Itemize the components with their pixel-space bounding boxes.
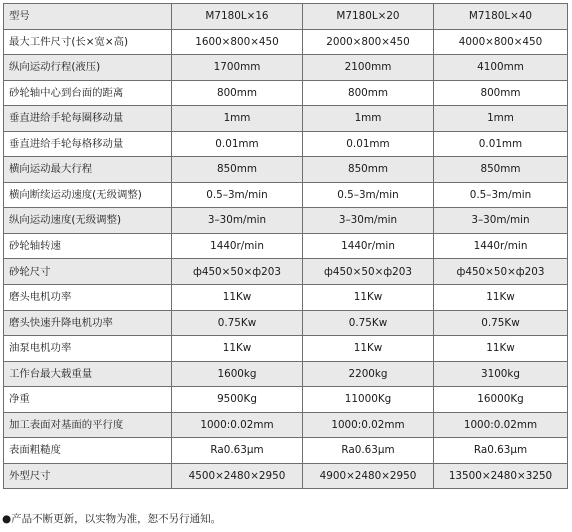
- spec-value: 1440r/min: [434, 233, 568, 259]
- spec-value: 1mm: [434, 106, 568, 132]
- spec-value: 13500×2480×3250: [434, 463, 568, 489]
- spec-label: 横向断续运动速度(无级调整): [4, 182, 172, 208]
- spec-label: 净重: [4, 387, 172, 413]
- table-row: [4, 285, 568, 311]
- table-row: [4, 336, 568, 362]
- table-row: [4, 106, 568, 132]
- spec-value: 11Kw: [303, 336, 434, 362]
- spec-value: 850mm: [172, 157, 303, 183]
- spec-value: 0.01mm: [303, 131, 434, 157]
- table-header-row: [4, 4, 568, 30]
- spec-value: 850mm: [434, 157, 568, 183]
- spec-value: 4100mm: [434, 55, 568, 81]
- spec-value: 2000×800×450: [303, 29, 434, 55]
- spec-value: 0.75Kw: [303, 310, 434, 336]
- table-row: [4, 182, 568, 208]
- spec-label: 垂直进给手轮每格移动量: [4, 131, 172, 157]
- spec-label: 磨头电机功率: [4, 285, 172, 311]
- table-row: [4, 463, 568, 489]
- table-row: [4, 310, 568, 336]
- table-row: [4, 208, 568, 234]
- table-row: [4, 412, 568, 438]
- spec-label: 纵向运动行程(液压): [4, 55, 172, 81]
- spec-value: 11Kw: [303, 285, 434, 311]
- spec-label: 油泵电机功率: [4, 336, 172, 362]
- spec-label: 表面粗糙度: [4, 438, 172, 464]
- spec-label: 横向运动最大行程: [4, 157, 172, 183]
- spec-value: 0.5–3m/min: [303, 182, 434, 208]
- spec-value: 1440r/min: [303, 233, 434, 259]
- table-row: [4, 233, 568, 259]
- spec-value: 1600kg: [172, 361, 303, 387]
- spec-value: 4500×2480×2950: [172, 463, 303, 489]
- spec-label: 砂轮轴中心到台面的距离: [4, 80, 172, 106]
- spec-value: 16000Kg: [434, 387, 568, 413]
- spec-value: ф450×50×ф203: [172, 259, 303, 285]
- spec-value: 0.75Kw: [172, 310, 303, 336]
- spec-table: [3, 3, 568, 489]
- table-row: [4, 29, 568, 55]
- footnote: ●产品不断更新，以实物为准，恕不另行通知。: [2, 513, 222, 525]
- spec-value: 1000:0.02mm: [172, 412, 303, 438]
- spec-value: 1000:0.02mm: [303, 412, 434, 438]
- spec-value: 1600×800×450: [172, 29, 303, 55]
- spec-value: 11Kw: [172, 285, 303, 311]
- spec-label: 纵向运动速度(无级调整): [4, 208, 172, 234]
- spec-value: 1mm: [172, 106, 303, 132]
- spec-label: 最大工件尺寸(长×宽×高): [4, 29, 172, 55]
- spec-value: 3–30m/min: [434, 208, 568, 234]
- spec-value: 11Kw: [172, 336, 303, 362]
- spec-value: 0.01mm: [434, 131, 568, 157]
- spec-value: 3100kg: [434, 361, 568, 387]
- table-row: [4, 259, 568, 285]
- spec-value: 11Kw: [434, 336, 568, 362]
- spec-label: 加工表面对基面的平行度: [4, 412, 172, 438]
- spec-value: 1440r/min: [172, 233, 303, 259]
- model-header-label: 型号: [4, 4, 172, 30]
- table-row: [4, 80, 568, 106]
- spec-value: 2100mm: [303, 55, 434, 81]
- table-row: [4, 361, 568, 387]
- table-row: [4, 131, 568, 157]
- spec-value: 800mm: [434, 80, 568, 106]
- spec-value: 11Kw: [434, 285, 568, 311]
- spec-label: 外型尺寸: [4, 463, 172, 489]
- spec-label: 磨头快速升降电机功率: [4, 310, 172, 336]
- spec-label: 砂轮尺寸: [4, 259, 172, 285]
- spec-value: 850mm: [303, 157, 434, 183]
- spec-value: Ra0.63μm: [434, 438, 568, 464]
- spec-label: 垂直进给手轮每圈移动量: [4, 106, 172, 132]
- spec-value: ф450×50×ф203: [434, 259, 568, 285]
- spec-value: Ra0.63μm: [172, 438, 303, 464]
- table-row: [4, 387, 568, 413]
- spec-value: 2200kg: [303, 361, 434, 387]
- table-row: [4, 55, 568, 81]
- spec-value: Ra0.63μm: [303, 438, 434, 464]
- model-name-cell: M7180L×16: [172, 4, 303, 30]
- spec-value: 0.5–3m/min: [172, 182, 303, 208]
- model-name-cell: M7180L×40: [434, 4, 568, 30]
- spec-value: 9500Kg: [172, 387, 303, 413]
- spec-label: 工作台最大载重量: [4, 361, 172, 387]
- spec-value: 1000:0.02mm: [434, 412, 568, 438]
- spec-value: 11000Kg: [303, 387, 434, 413]
- spec-value: 0.75Kw: [434, 310, 568, 336]
- spec-value: 4900×2480×2950: [303, 463, 434, 489]
- spec-value: ф450×50×ф203: [303, 259, 434, 285]
- spec-value: 3–30m/min: [172, 208, 303, 234]
- spec-value: 1mm: [303, 106, 434, 132]
- spec-value: 4000×800×450: [434, 29, 568, 55]
- table-row: [4, 157, 568, 183]
- spec-label: 砂轮轴转速: [4, 233, 172, 259]
- spec-value: 800mm: [303, 80, 434, 106]
- spec-value: 3–30m/min: [303, 208, 434, 234]
- table-row: [4, 438, 568, 464]
- spec-value: 0.5–3m/min: [434, 182, 568, 208]
- spec-value: 0.01mm: [172, 131, 303, 157]
- spec-value: 1700mm: [172, 55, 303, 81]
- spec-value: 800mm: [172, 80, 303, 106]
- model-name-cell: M7180L×20: [303, 4, 434, 30]
